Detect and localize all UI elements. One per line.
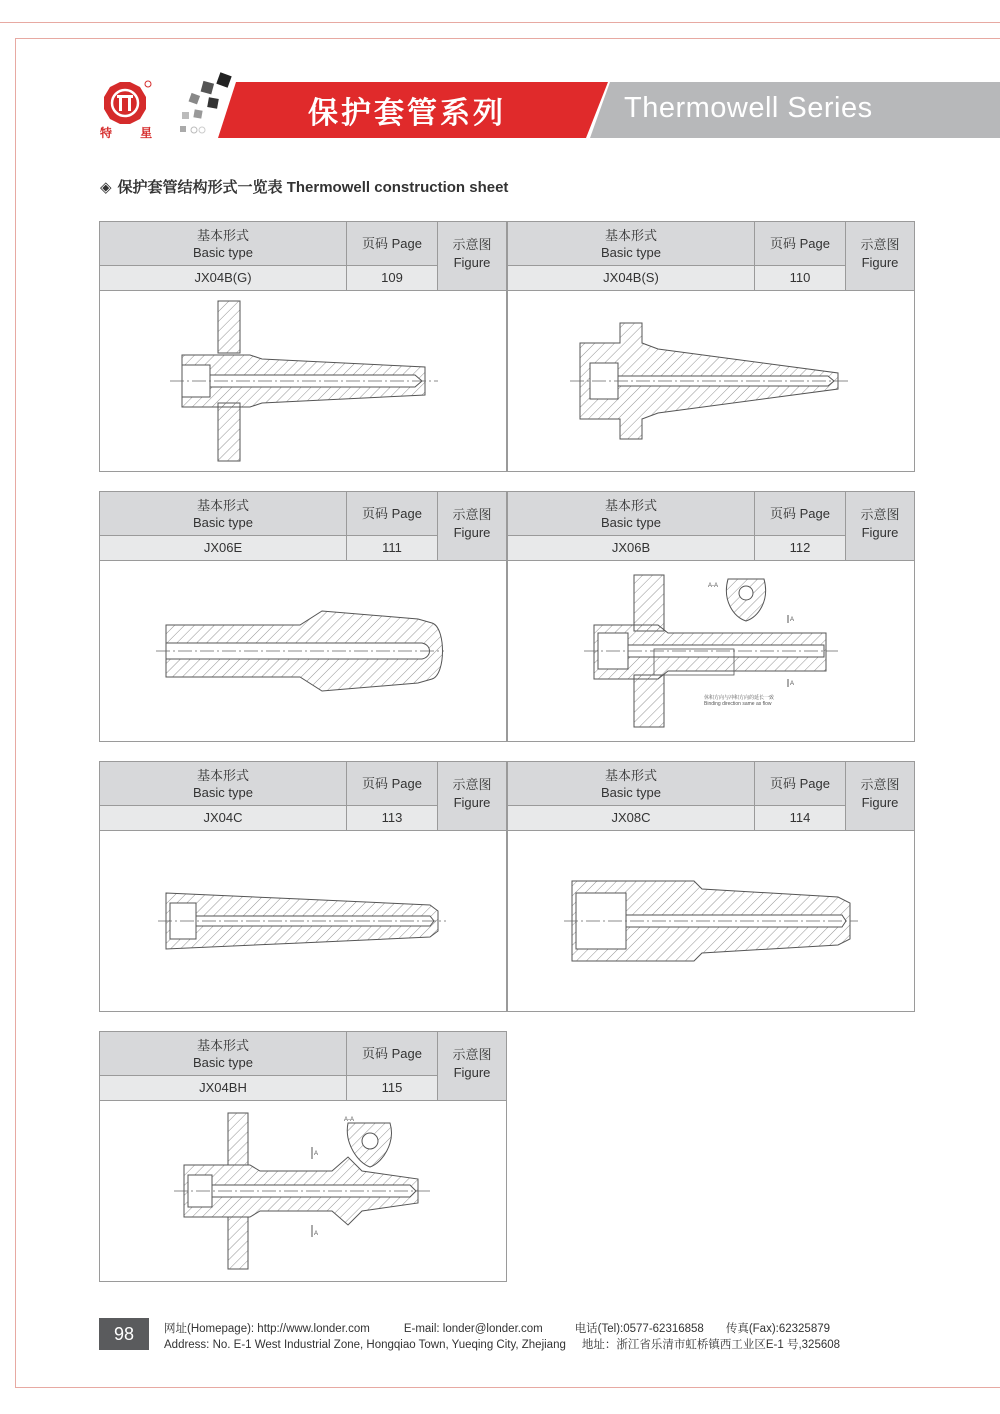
basic-type-header [100, 492, 347, 536]
section-label-a: A [314, 1151, 319, 1157]
basic-type-header [100, 222, 347, 266]
figure-cn: 示意图 [452, 1047, 492, 1062]
figure-area [100, 831, 506, 1011]
basic-type-en: Basic type [601, 515, 661, 530]
thermowell-drawing [100, 291, 506, 471]
figure-en: Figure [453, 525, 491, 540]
card-header [100, 1032, 506, 1101]
figure-header [438, 762, 506, 830]
figure-en: Figure [861, 525, 899, 540]
top-border-line [0, 22, 1000, 23]
figure-area [508, 561, 914, 741]
thermowell-drawing [508, 561, 914, 741]
card-header [508, 492, 914, 561]
thermowell-card [507, 491, 915, 742]
card-header [508, 222, 914, 291]
footer-tel: 电话(Tel):0577-62316858 [574, 1323, 704, 1335]
figure-area [100, 1101, 506, 1281]
thermowell-card [507, 761, 915, 1012]
figure-area [508, 291, 914, 471]
figure-cn: 示意图 [860, 777, 900, 792]
figure-cn: 示意图 [452, 777, 492, 792]
basic-type-en: Basic type [193, 785, 253, 800]
footer-address-line [164, 1336, 840, 1352]
diamond-bullet-icon: ◈ [100, 179, 112, 196]
basic-type-en: Basic type [193, 1055, 253, 1070]
thermowell-drawing [508, 291, 914, 471]
figure-cn: 示意图 [452, 237, 492, 252]
section-label-a: A [790, 681, 795, 687]
figure-area [100, 561, 506, 741]
basic-type-header [508, 762, 755, 806]
page-header: 页码 Page [755, 762, 846, 806]
page-ref[interactable]: 113 [347, 806, 438, 830]
page-header: 页码 Page [347, 222, 438, 266]
figure-area [100, 291, 506, 471]
basic-type-cn: 基本形式 [604, 768, 657, 783]
card-header [100, 762, 506, 831]
figure-header [438, 222, 506, 290]
page-ref[interactable]: 111 [347, 536, 438, 560]
model-code: JX08C [508, 806, 755, 830]
basic-type-header [508, 222, 755, 266]
thermowell-drawing [100, 561, 506, 741]
basic-type-cn: 基本形式 [196, 768, 249, 783]
basic-type-en: Basic type [601, 785, 661, 800]
basic-type-en: Basic type [601, 245, 661, 260]
section-label-a: A [314, 1231, 319, 1237]
basic-type-header [100, 1032, 347, 1076]
figure-header [438, 492, 506, 560]
footer-address-cn: 地址：浙江省乐清市虹桥镇西工业区E-1 号,325608 [581, 1339, 841, 1351]
basic-type-en: Basic type [193, 245, 253, 260]
figure-header [846, 492, 914, 560]
logo-text: 特 星 [100, 126, 165, 140]
thermowell-drawing [100, 831, 506, 1011]
model-code: JX04B(G) [100, 266, 347, 290]
section-title-text: 保护套管结构形式一览表 Thermowell construction sheet [117, 179, 509, 196]
figure-header [846, 762, 914, 830]
figure-cn: 示意图 [860, 237, 900, 252]
page-header: 页码 Page [347, 492, 438, 536]
model-code: JX06E [100, 536, 347, 560]
model-code: JX04C [100, 806, 347, 830]
basic-type-header [100, 762, 347, 806]
thermowell-card [99, 761, 507, 1012]
basic-type-cn: 基本形式 [604, 228, 657, 243]
footer-email[interactable]: E-mail: londer@londer.com [403, 1323, 543, 1335]
thermowell-card [99, 1031, 507, 1282]
page-number: 98 [99, 1318, 149, 1350]
basic-type-cn: 基本形式 [196, 1038, 249, 1053]
basic-type-cn: 基本形式 [196, 498, 249, 513]
page-ref[interactable]: 114 [755, 806, 846, 830]
figure-en: Figure [453, 795, 491, 810]
card-header [508, 762, 914, 831]
drawing-note: Binding direction same as flow [704, 701, 772, 707]
footer-contact-line [164, 1320, 830, 1336]
thermowell-drawing [100, 1101, 506, 1281]
banner-title-cn: 保护套管系列 [308, 96, 506, 131]
footer-fax: 传真(Fax):62325879 [725, 1323, 831, 1335]
footer-address-en: Address: No. E-1 West Industrial Zone, Hongqiao Town, Yueqing City, Zhejiang [164, 1339, 566, 1351]
card-header [100, 222, 506, 291]
basic-type-cn: 基本形式 [196, 228, 249, 243]
page-header: 页码 Page [347, 1032, 438, 1076]
drawing-note: 休积方向与冲积方向的延长一致 [704, 695, 775, 701]
figure-header [846, 222, 914, 290]
model-code: JX04BH [100, 1076, 347, 1100]
figure-cn: 示意图 [860, 507, 900, 522]
page-ref[interactable]: 109 [347, 266, 438, 290]
section-label-a: A [790, 617, 795, 623]
figure-en: Figure [453, 1065, 491, 1080]
model-code: JX04B(S) [508, 266, 755, 290]
model-code: JX06B [508, 536, 755, 560]
card-header [100, 492, 506, 561]
page-ref[interactable]: 110 [755, 266, 846, 290]
basic-type-cn: 基本形式 [604, 498, 657, 513]
figure-en: Figure [453, 255, 491, 270]
page-ref[interactable]: 112 [755, 536, 846, 560]
basic-type-en: Basic type [193, 515, 253, 530]
banner-title-en: Thermowell Series [624, 92, 873, 124]
figure-area [508, 831, 914, 1011]
figure-en: Figure [861, 795, 899, 810]
thermowell-drawing [508, 831, 914, 1011]
figure-cn: 示意图 [452, 507, 492, 522]
page-header: 页码 Page [347, 762, 438, 806]
thermowell-card [507, 221, 915, 472]
section-label-aa: A-A [344, 1117, 355, 1123]
page-header: 页码 Page [755, 222, 846, 266]
figure-en: Figure [861, 255, 899, 270]
page-ref[interactable]: 115 [347, 1076, 438, 1100]
figure-header [438, 1032, 506, 1100]
thermowell-card [99, 221, 507, 472]
basic-type-header [508, 492, 755, 536]
footer-homepage[interactable]: 网址(Homepage): http://www.londer.com [164, 1323, 370, 1335]
section-label-aa: A-A [708, 583, 719, 589]
section-title [100, 176, 508, 197]
thermowell-card [99, 491, 507, 742]
page-header: 页码 Page [755, 492, 846, 536]
